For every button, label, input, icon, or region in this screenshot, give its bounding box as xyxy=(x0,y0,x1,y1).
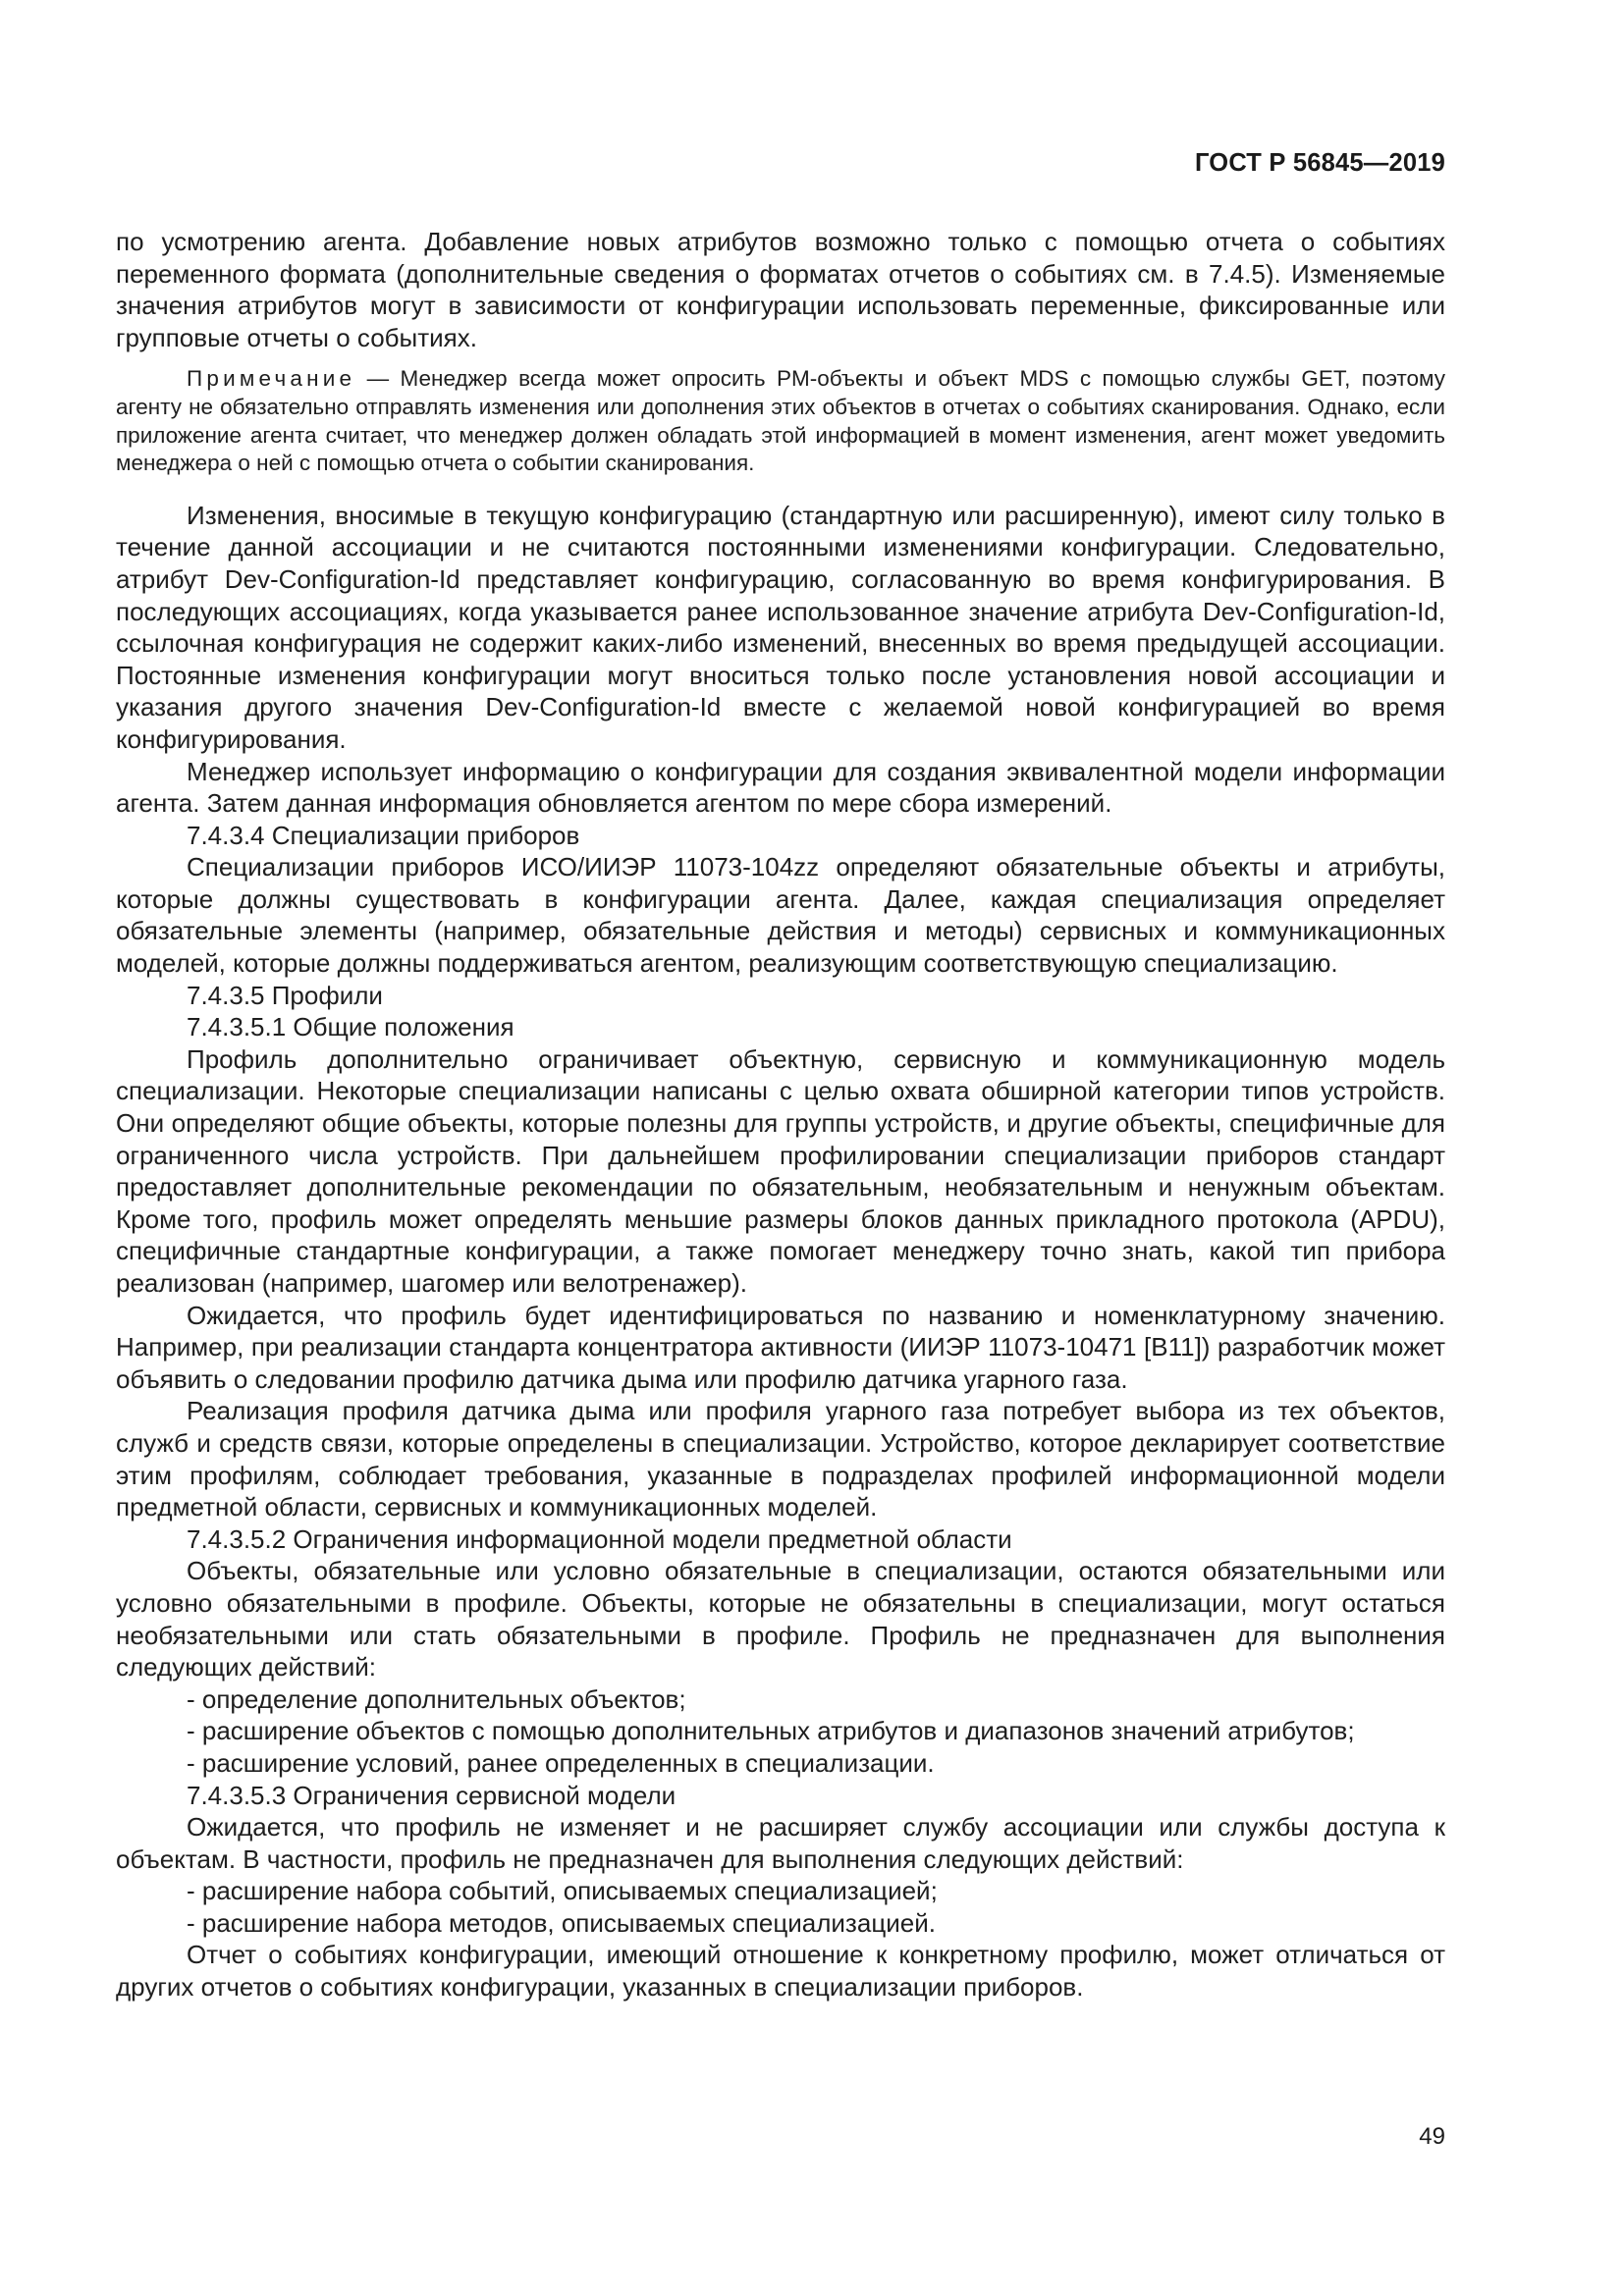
page-number: 49 xyxy=(1419,2123,1445,2150)
section-heading-74353: 7.4.3.5.3 Ограничения сервисной модели xyxy=(187,1780,677,1810)
document-header: ГОСТ Р 56845—2019 xyxy=(1194,149,1445,177)
paragraph-profile-general: Профиль дополнительно ограничивает объектную, сервисную и коммуникационную модель специализации. Некоторые специализации написаны с целью охвата обширной категории типов устройств. Они определяют общие объекты, которые полезны для группы устройств, и другие объекты, специфичные для ограниченного числа устройств. При дальнейшем профилировании специализации приборов стандарт предоставляет дополнительные рекомендации по обязательным, необязательным и ненужным объектам. Кроме того, профиль может определять меньшие размеры блоков данных прикладного протокола (APDU), специфичные стандартные конфигурации, а также помогает менеджеру точно знать, какой тип прибора реализован (например, шагомер или велотренажер). xyxy=(116,1043,1445,1298)
section-heading-74351: 7.4.3.5.1 Общие положения xyxy=(187,1012,514,1042)
section-heading-7434: 7.4.3.4 Специализации приборов xyxy=(187,820,580,850)
paragraph-profile-implementation: Реализация профиля датчика дыма или профиля угарного газа потребует выбора из тех объектов, служб и средств связи, которые определены в специализации. Устройство, которое декларирует соответствие этим профилям, соблюдает требования, указанные в подразделах профилей информационной модели предметной области, сервисных и коммуникационных моделей. xyxy=(116,1396,1445,1522)
note-text: — Менеджер всегда может опросить PM-объекты и объект MDS с помощью службы GET, поэтому агенту не обязательно отправлять изменения или дополнения этих объектов в отчетах о событиях сканирования. Однако, если приложение агента считает, что менеджер должен обладать этой информацией в момент изменения, агент может уведомить менеджера о ней с помощью отчета о событии сканирования. xyxy=(116,366,1445,476)
paragraph-config-event-report: Отчет о событиях конфигурации, имеющий отношение к конкретному профилю, может отличаться от других отчетов о событиях конфигурации, указанных в специализации приборов. xyxy=(116,1940,1445,2002)
document-body xyxy=(116,226,1445,2003)
section-heading-7435: 7.4.3.5 Профили xyxy=(187,980,383,1010)
list-item: - расширение объектов с помощью дополнительных атрибутов и диапазонов значений атрибутов; xyxy=(187,1716,1355,1746)
list-item: - расширение набора методов, описываемых специализацией. xyxy=(187,1907,936,1938)
paragraph-configuration-changes: Изменения, вносимые в текущую конфигурацию (стандартную или расширенную), имеют силу только в течение данной ассоциации и не считаются постоянными изменениями конфигурации. Следовательно, атрибут Dev-Configuration-Id представляет конфигурацию, согласованную во время конфигурирования. В последующих ассоциациях, когда указывается ранее использованное значение атрибута Dev-Configuration-Id, ссылочная конфигурация не содержит каких-либо изменений, внесенных во время предыдущей ассоциации. Постоянные изменения конфигурации могут вноситься только после установления новой ассоциации и указания другого значения Dev-Configuration-Id вместе с желаемой новой конфигурацией во время конфигурирования. xyxy=(116,500,1445,754)
paragraph-manager-info: Менеджер использует информацию о конфигурации для создания эквивалентной модели информации агента. Затем данная информация обновляется агентом по мере сбора измерений. xyxy=(116,756,1445,819)
note-paragraph xyxy=(116,365,1445,477)
paragraph-specializations: Специализации приборов ИСО/ИИЭР 11073-104zz определяют обязательные объекты и атрибуты, которые должны существовать в конфигурации агента. Далее, каждая специализация определяет обязательные элементы (например, обязательные действия и методы) сервисных и коммуникационных моделей, которые должны поддерживаться агентом, реализующим соответствующую специализацию. xyxy=(116,852,1445,979)
list-item: - определение дополнительных объектов; xyxy=(187,1683,686,1714)
paragraph-continuation: по усмотрению агента. Добавление новых атрибутов возможно только с помощью отчета о событиях переменного формата (дополнительные сведения о форматах отчетов о событиях см. в 7.4.5). Изменяемые значения атрибутов могут в зависимости от конфигурации использовать переменные, фиксированные или групповые отчеты о событиях. xyxy=(116,227,1445,352)
section-heading-74352: 7.4.3.5.2 Ограничения информационной модели предметной области xyxy=(187,1523,1012,1554)
note-label: Примечание xyxy=(187,366,356,392)
list-item: - расширение условий, ранее определенных в специализации. xyxy=(187,1747,935,1778)
list-item: - расширение набора событий, описываемых специализацией; xyxy=(187,1876,938,1906)
paragraph-service-model-constraints: Ожидается, что профиль не изменяет и не расширяет службу ассоциации или службы доступа к объектам. В частности, профиль не предназначен для выполнения следующих действий: xyxy=(116,1812,1445,1874)
paragraph-domain-model-constraints: Объекты, обязательные или условно обязательные в специализации, остаются обязательными или условно обязательными в профиле. Объекты, которые не обязательны в специализации, могут остаться необязательными или стать обязательными в профиле. Профиль не предназначен для выполнения следующих действий: xyxy=(116,1556,1445,1682)
paragraph-profile-identification: Ожидается, что профиль будет идентифицироваться по названию и номенклатурному значению. Например, при реализации стандарта концентратора активности (ИИЭР 11073-10471 [В11]) разработчик может объявить о следовании профилю датчика дыма или профилю датчика угарного газа. xyxy=(116,1300,1445,1394)
